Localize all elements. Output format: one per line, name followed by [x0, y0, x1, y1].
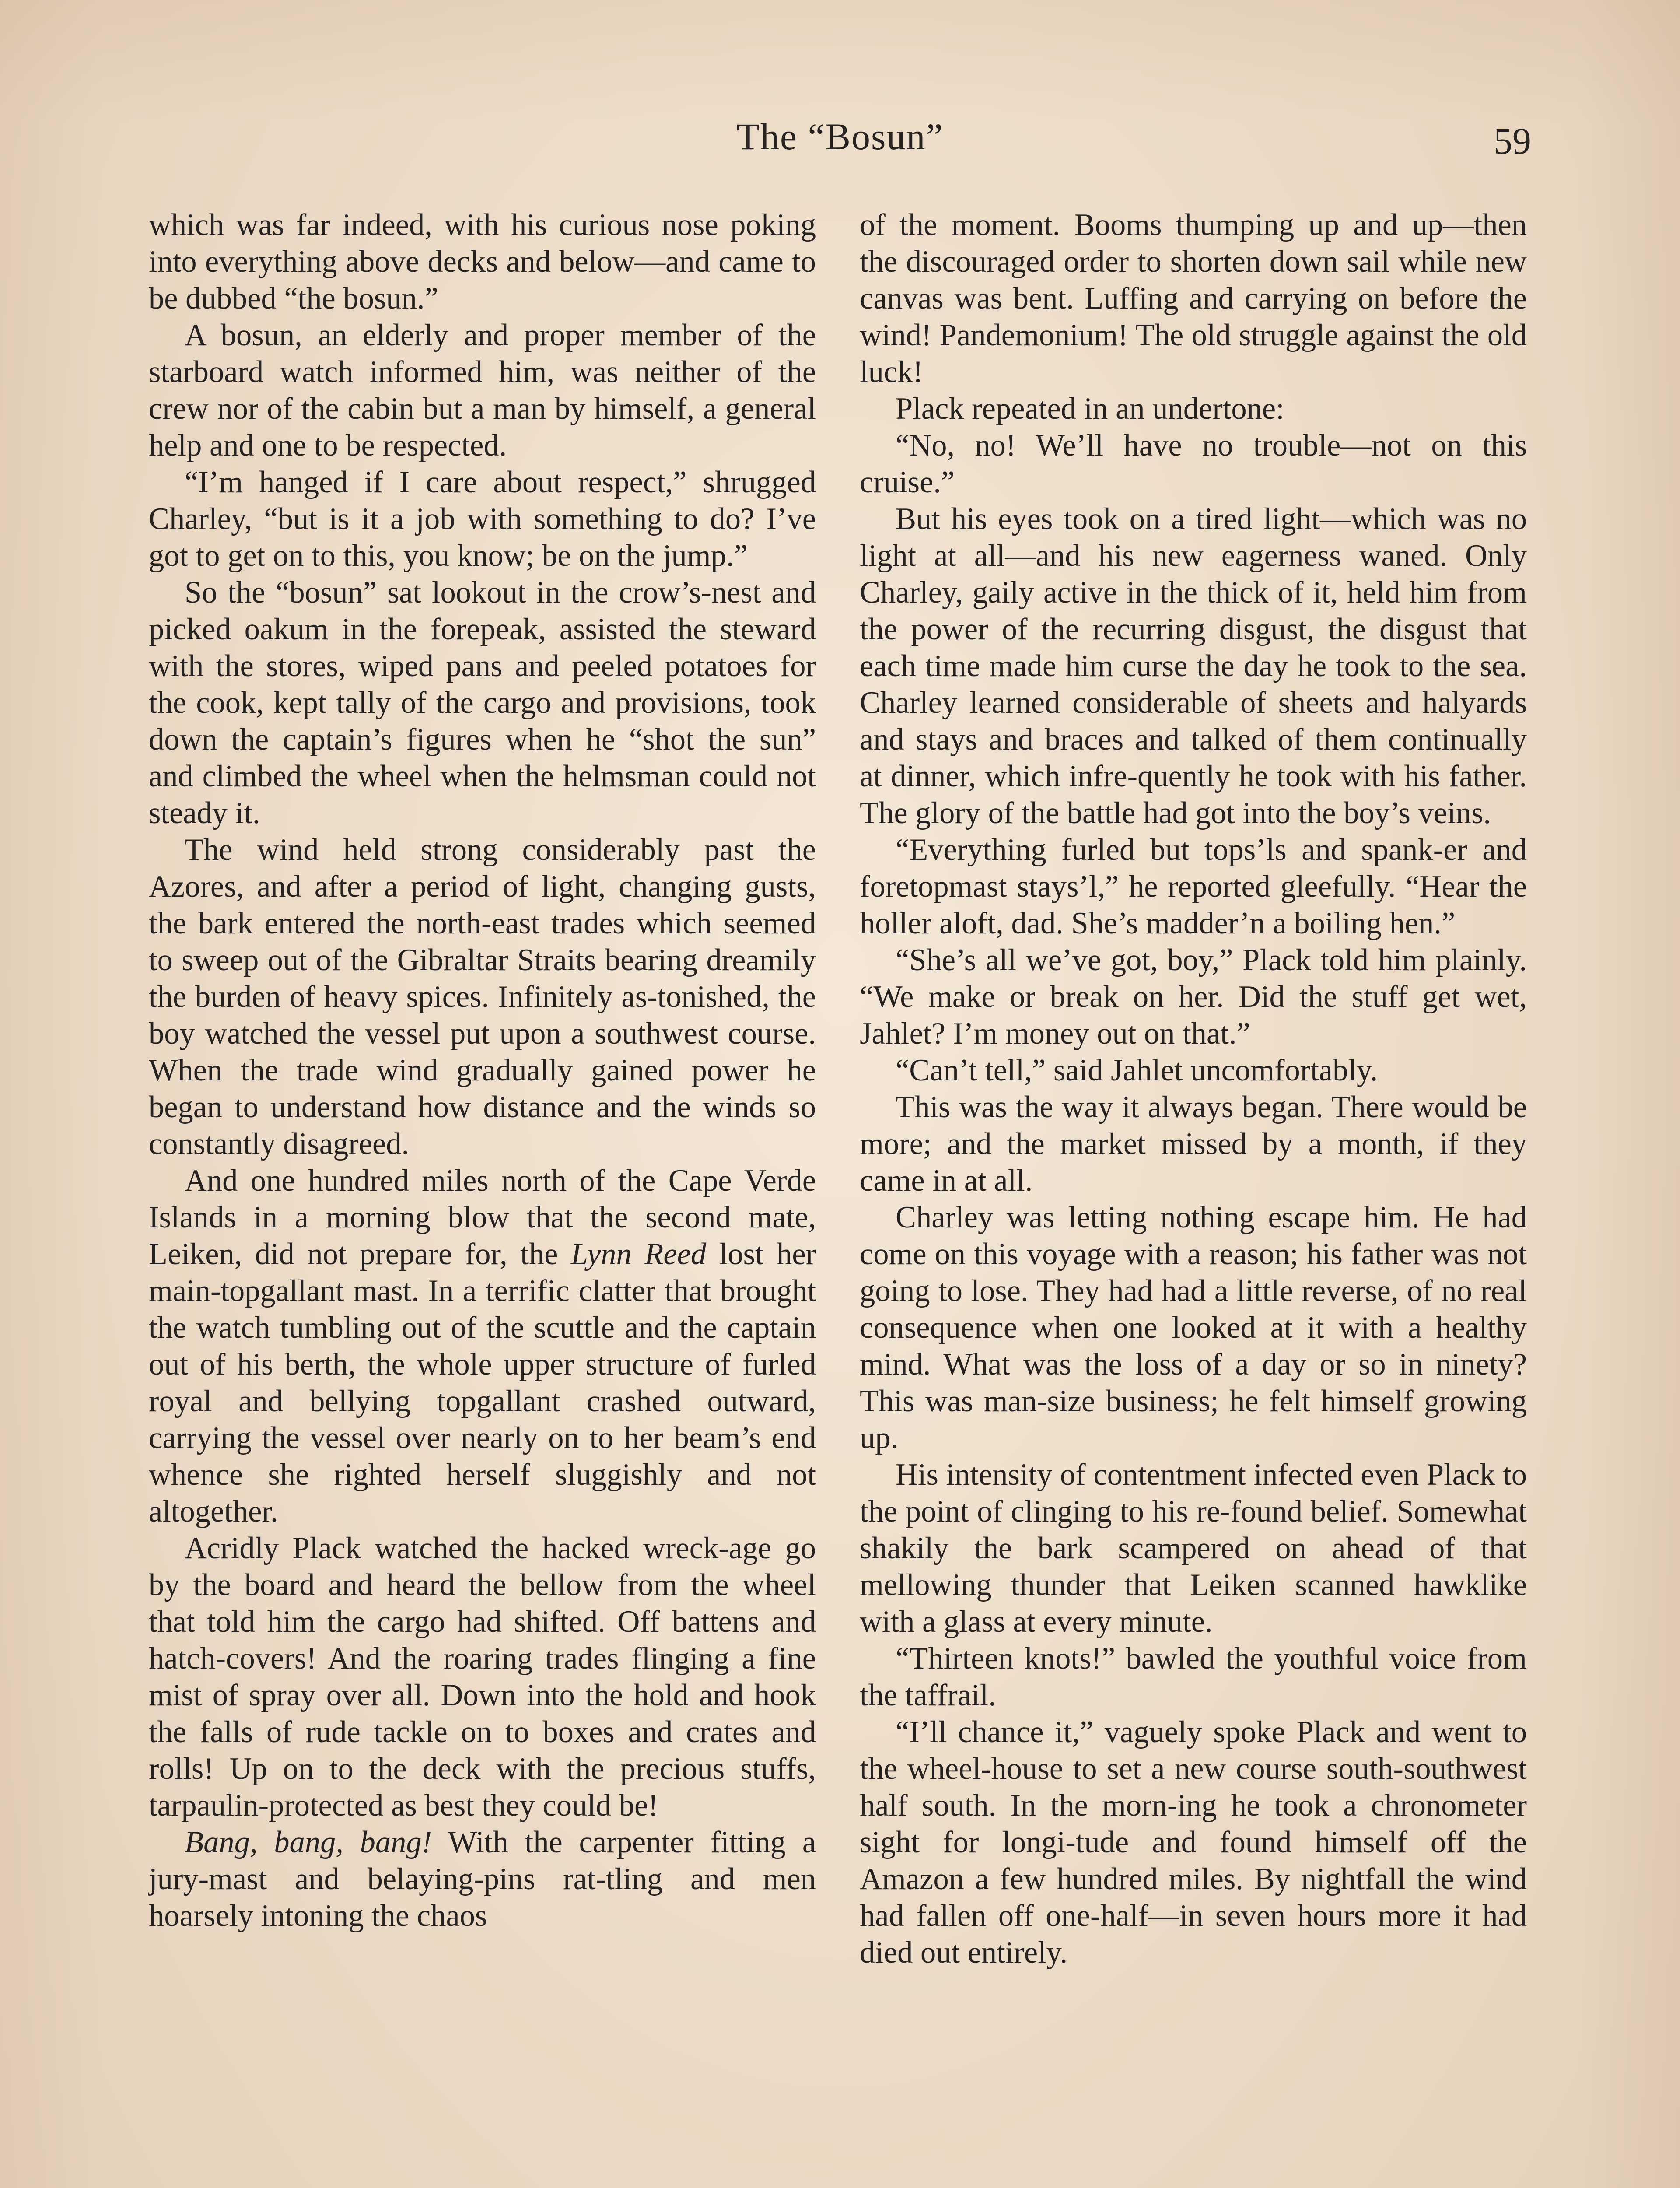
paragraph-bang	[149, 1824, 816, 1934]
text-fragment: the	[520, 1237, 558, 1271]
paragraph: His intensity of contentment infected even Plack to the point of clinging to his re-found belief. Somewhat shakily the bark scampered on ahead of that mellowing thunder that Leiken scanned hawklike with a glass at every minute.	[860, 1458, 1527, 1639]
paragraph-text: And one hundred miles north of the Cape Verde Islands in a morning blow that the second mate, Leiken, did not prepare for,	[149, 1164, 816, 1271]
paragraph: Plack repeated in an undertone:	[896, 392, 1284, 426]
right-column	[860, 207, 1527, 1971]
paragraph-lynn-reed	[149, 1162, 816, 1530]
paragraph: “I’m hanged if I care about respect,” shrugged Charley, “but is it a job with something to do? I’ve got to get on to this, you know; be on the jump.”	[149, 465, 816, 573]
paragraph: “Everything furled but tops’ls and spank-er and foretopmast stays’l,” he reported gleefully. “Hear the holler aloft, dad. She’s madder’n a boiling hen.”	[860, 833, 1527, 940]
paragraph: The wind held strong considerably past the Azores, and after a period of light, changing gusts, the bark entered the north-east trades which seemed to sweep out of the Gibraltar Straits bearing dreamily the burden of heavy spices. Infinitely as-tonished, the boy watched the vessel put upon a southwest course. When the trade wind gradually gained power he began to understand how distance and the winds so constantly disagreed.	[149, 833, 816, 1161]
paragraph: which was far indeed, with his curious nose poking into everything above decks and below—and came to be dubbed “the bosun.”	[149, 208, 816, 316]
paragraph: But his eyes took on a tired light—which was no light at all—and his new eagerness waned. Only Charley, gaily active in the thick of it, held him from the power of the recurring disgust, the disgust that each time made him curse the day he took to the sea. Charley learned considerable of sheets and halyards and stays and braces and talked of them continually at dinner, which infre-quently he took with his father. The glory of the battle had got into the boy’s veins.	[860, 502, 1527, 830]
paragraph: “Thirteen knots!” bawled the youthful voice from the taffrail.	[860, 1641, 1527, 1712]
paragraph: “She’s all we’ve got, boy,” Plack told him plainly. “We make or break on her. Did the stuff get wet, Jahlet? I’m money out on that.”	[860, 943, 1527, 1051]
paragraph: A bosun, an elderly and proper member of the starboard watch informed him, was neither of the crew nor of the cabin but a man by himself, a general help and one to be respected.	[149, 318, 816, 463]
text-fragment: the captain out of his berth, the whole upper structure of furled royal and bellying topgallant crashed outward, carrying the vessel over nearly on to her beam’s end whence she righted herself sluggishly and not altogether.	[149, 1311, 816, 1529]
ship-name: Lynn Reed	[570, 1237, 707, 1271]
left-column	[149, 207, 816, 1934]
italic-exclamation: Bang, bang, bang!	[185, 1825, 432, 1859]
paragraph: So the “bosun” sat lookout in the crow’s-nest and picked oakum in the forepeak, assisted the steward with the stores, wiped pans and peeled potatoes for the cook, kept tally of the cargo and provisions, took down the captain’s figures when he “shot the sun” and climbed the wheel when the helmsman could not steady it.	[149, 575, 816, 830]
paragraph: “Can’t tell,” said Jahlet uncomfortably.	[896, 1053, 1378, 1087]
paragraph: Charley was letting nothing escape him. He had come on this voyage with a reason; his father was not going to lose. They had had a little reverse, of no real consequence when one looked at it with a healthy mind. What was the loss of a day or so in ninety? This was man-size business; he felt himself growing up.	[860, 1200, 1527, 1455]
text-fragment: lost her main-topgallant mast. In a terrific clatter that brought the watch tumbling out of the scuttle and	[149, 1237, 816, 1345]
paragraph: “I’ll chance it,” vaguely spoke Plack and went to the wheel-house to set a new course south-southwest half south. In the morn-ing he took a chronometer sight for longi-tude and found himself off the Amazon a few hundred miles. By nightfall the wind had fallen off one-half—in seven hours more it had died out entirely.	[860, 1715, 1527, 1970]
paragraph: This was the way it always began. There would be more; and the market missed by a month, if they came in at all.	[860, 1090, 1527, 1198]
running-title: The “Bosun”	[736, 116, 944, 158]
paragraph-text: With the carpenter fitting a jury-mast and belaying-pins rat-tling and men hoarsely intoning the chaos	[149, 1825, 816, 1933]
paragraph: Acridly Plack watched the hacked wreck-age go by the board and heard the bellow from the wheel that told him the cargo had shifted. Off battens and hatch-covers! And the roaring trades flinging a fine mist of spray over all. Down into the hold and hook the falls of rude tackle on to boxes and crates and rolls! Up on to the deck with the precious stuffs, tarpaulin-protected as best they could be!	[149, 1531, 816, 1823]
paragraph: “No, no! We’ll have no trouble—not on this cruise.”	[860, 428, 1527, 499]
paragraph: of the moment. Booms thumping up and up—then the discouraged order to shorten down sail while new canvas was bent. Luffing and carrying on before the wind! Pandemonium! The old struggle against the old luck!	[860, 208, 1527, 389]
running-head	[0, 115, 1680, 167]
page-number: 59	[1494, 120, 1531, 162]
